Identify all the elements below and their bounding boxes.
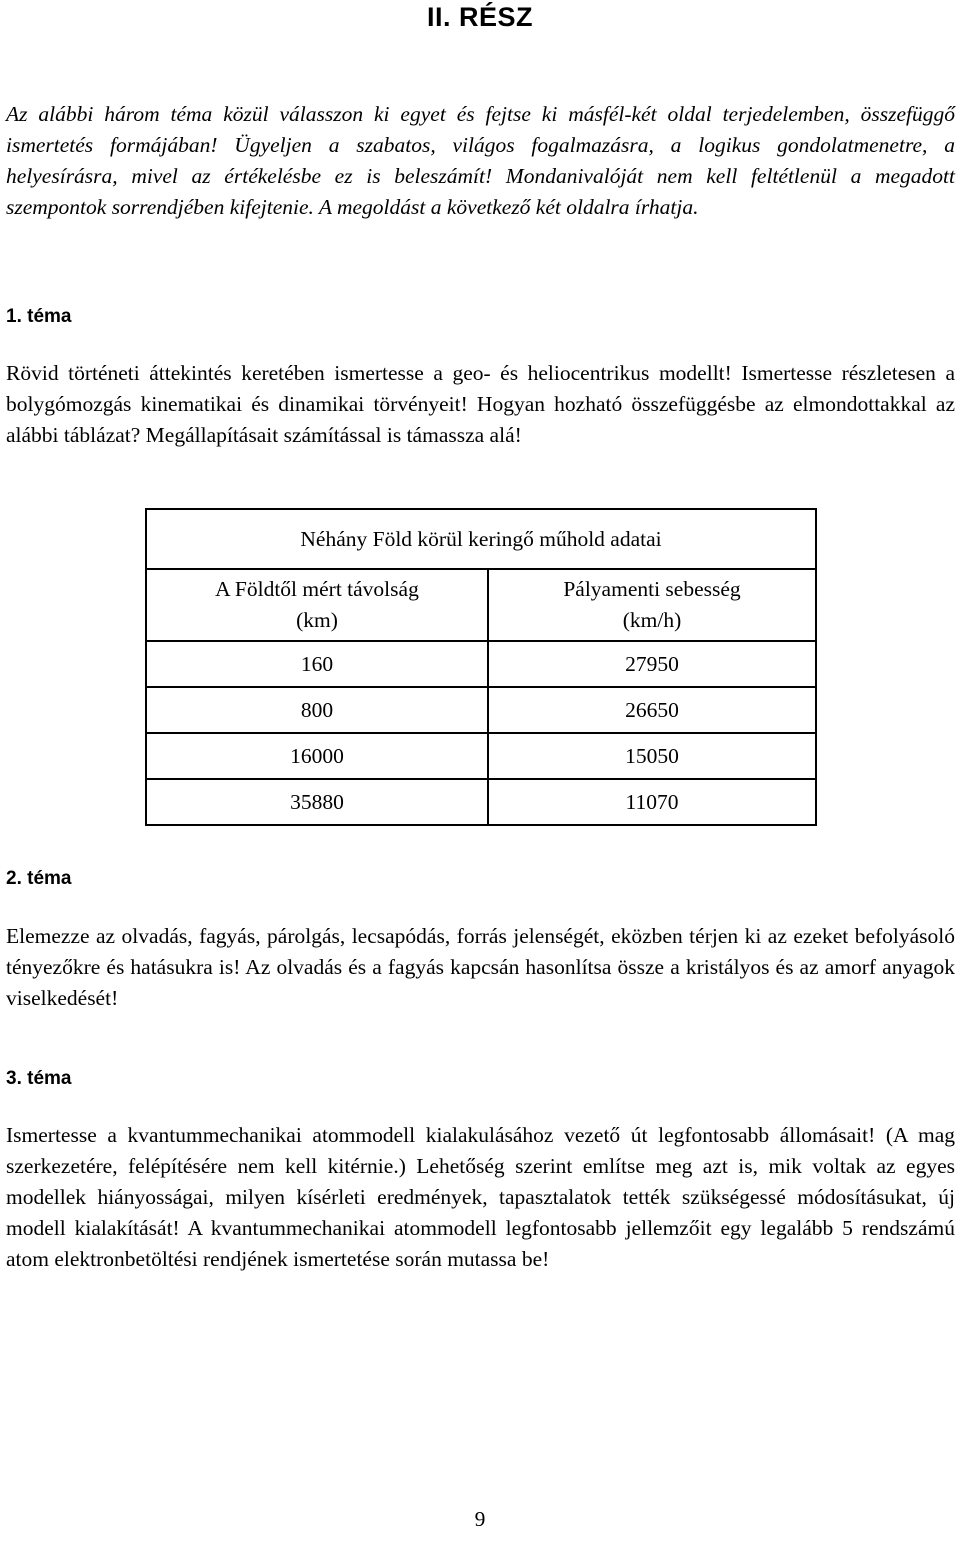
table-caption-row (146, 509, 816, 569)
column-header-distance-label: A Földtől mért távolság (215, 577, 419, 601)
distance-cell: 16000 (146, 733, 488, 779)
speed-cell: 26650 (488, 687, 816, 733)
topic-1-heading: 1. téma (6, 306, 72, 327)
table-header-row (146, 569, 816, 641)
column-header-distance (146, 569, 488, 641)
distance-cell: 35880 (146, 779, 488, 825)
distance-cell: 160 (146, 641, 488, 687)
column-header-speed (488, 569, 816, 641)
table-caption: Néhány Föld körül keringő műhold adatai (146, 509, 816, 569)
topic-3-heading: 3. téma (6, 1068, 72, 1089)
column-header-distance-unit: (km) (296, 608, 338, 632)
table-row (146, 733, 816, 779)
topic-1-text: Rövid történeti áttekintés keretében ismertesse a geo- és heliocentrikus modellt! Ismertesse részletesen a bolygómozgás kinematikai és dinamikai törvényeit! Hogyan hozható összefüggésbe az elmondottakkal az alábbi táblázat? Megállapításait számítással is támassza alá! (6, 361, 955, 447)
table-row (146, 779, 816, 825)
page-number: 9 (474, 1507, 486, 1531)
instructions-paragraph: Az alábbi három téma közül válasszon ki egyet és fejtse ki másfél-két oldal terjedelemben, összefüggő ismertetés formájában! Ügyeljen a szabatos, világos fogalmazásra, a logikus gondolatmenetre, a helyesírásra, mivel az értékelésbe ez is beleszámít! Mondanivalóját nem kell feltétlenül a megadott szempontok sorrendjében kifejtenie. A megoldást a következő két oldalra írhatja. (6, 102, 955, 219)
satellite-data-table (145, 508, 817, 826)
topic-2-heading: 2. téma (6, 868, 72, 889)
speed-cell: 15050 (488, 733, 816, 779)
column-header-speed-label: Pályamenti sebesség (563, 577, 741, 601)
page-title: II. RÉSZ (426, 2, 533, 32)
topic-3-text: Ismertesse a kvantummechanikai atommodell kialakulásához vezető út legfontosabb állomásait! (A mag szerkezetére, felépítésére nem kell kitérnie.) Lehetőség szerint említse meg azt is, mik voltak az egyes modellek hiányosságai, milyen kísérleti eredmények, tapasztalatok tették szükségessé módosításukat, új modell kialakítását! A kvantummechanikai atommodell legfontosabb jellemzőit egy legalább 5 rendszámú atom elektronbetöltési rendjének ismertetése során mutassa be! (6, 1123, 955, 1271)
table-row (146, 687, 816, 733)
speed-cell: 27950 (488, 641, 816, 687)
distance-cell: 800 (146, 687, 488, 733)
table-row (146, 641, 816, 687)
column-header-speed-unit: (km/h) (622, 608, 682, 632)
speed-cell: 11070 (488, 779, 816, 825)
topic-2-text: Elemezze az olvadás, fagyás, párolgás, lecsapódás, forrás jelenségét, eközben térjen ki az ezeket befolyásoló tényezőkre és hatásukra is! Az olvadás és a fagyás kapcsán hasonlítsa össze a kristályos és az amorf anyagok viselkedését! (6, 924, 955, 1010)
